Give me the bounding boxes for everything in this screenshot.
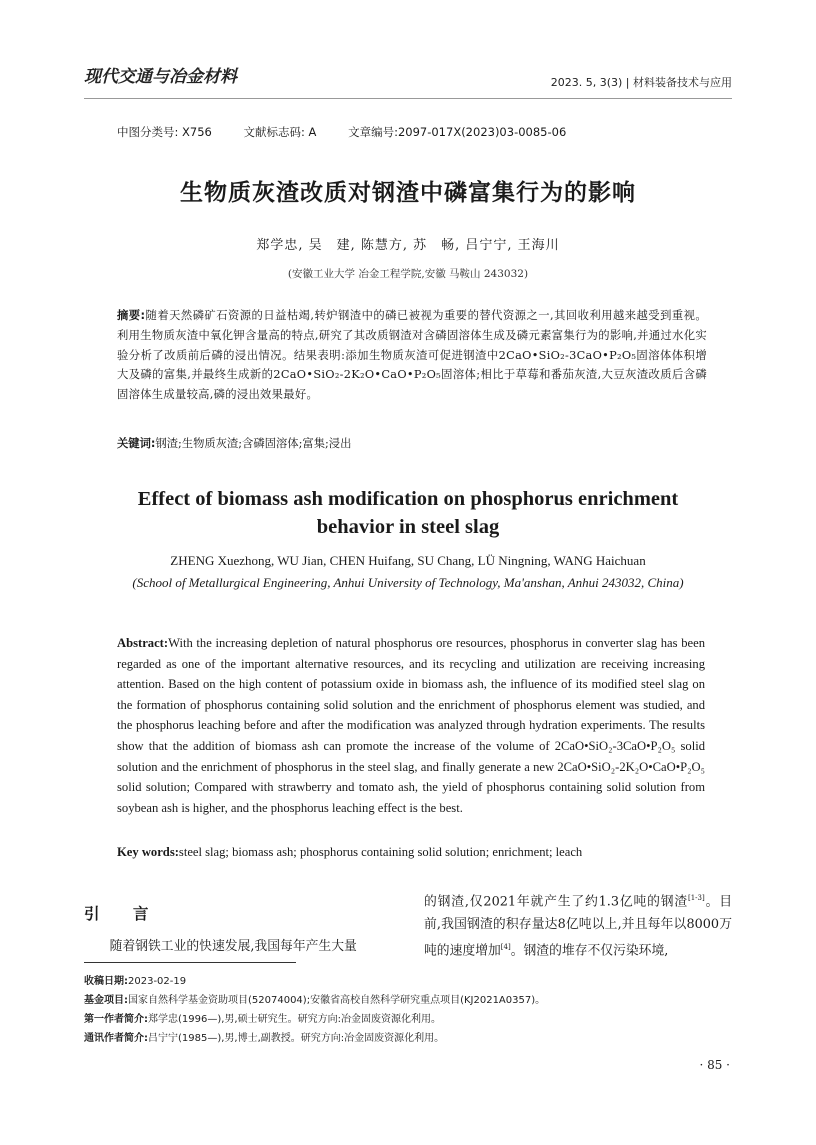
citation-ref-1: [1-3] bbox=[688, 894, 705, 902]
received-label: 收稿日期: bbox=[84, 976, 128, 987]
footnote-divider bbox=[84, 962, 296, 963]
chinese-abstract-label: 摘要: bbox=[117, 309, 146, 322]
introduction-text-left: 随着钢铁工业的快速发展,我国每年产生大量 bbox=[109, 939, 357, 954]
chinese-authors: 郑学忠, 吴 建, 陈慧方, 苏 畅, 吕宁宁, 王海川 bbox=[256, 238, 560, 253]
clc-code: 中图分类号: X756 bbox=[117, 125, 212, 139]
document-code: 文献标志码: A bbox=[243, 125, 317, 139]
footnote-received bbox=[84, 972, 545, 991]
footnote-first-author bbox=[84, 1010, 545, 1029]
chinese-keywords-text: 钢渣;生物质灰渣;含磷固溶体;富集;浸出 bbox=[155, 437, 352, 450]
chinese-keywords bbox=[117, 435, 351, 451]
chinese-abstract-text: 随着天然磷矿石资源的日益枯竭,转炉钢渣中的磷已被视为重要的替代资源之一,其回收利用越来越受到重视。利用生物质灰渣中氧化钾含量高的特点,研究了其改质钢渣对含磷固溶体生成及磷元素富集行为的影响,并通过水化实验分析了改质前后磷的浸出情况。结果表明:添加生物质灰渣可促进钢渣中2CaO•SiO₂-3CaO•P₂O₅固溶体体积增大及磷的富集,并最终生成新的2CaO•SiO₂-2K₂O•CaO•P₂O₅固溶体;相比于草莓和番茄灰渣,大豆灰渣改质后含磷固溶体生成量较高,磷的浸出效果最好。 bbox=[117, 309, 707, 402]
fund-text: 国家自然科学基金资助项目(52074004);安徽省高校自然科学研究重点项目(KJ2021A0357)。 bbox=[128, 995, 546, 1006]
corresponding-author-label: 通讯作者简介: bbox=[84, 1033, 148, 1044]
introduction-heading: 引 言 bbox=[84, 905, 163, 923]
footnote-corresponding-author bbox=[84, 1029, 545, 1048]
journal-logo: 现代交通与冶金材料 bbox=[84, 67, 237, 87]
classification-row bbox=[117, 124, 594, 140]
english-title bbox=[0, 485, 816, 541]
english-title-line-2: behavior in steel slag bbox=[316, 516, 500, 538]
right-column bbox=[424, 887, 732, 963]
fund-label: 基金项目: bbox=[84, 995, 128, 1006]
introduction-text-right-b: 。目前,我国钢渣的积存量达8亿吨以上,并且每年以8000万吨的速度增加 bbox=[424, 894, 732, 959]
issue-info: 2023. 5, 3(3) | 材料装备技术与应用 bbox=[550, 76, 732, 89]
english-abstract bbox=[117, 633, 705, 818]
introduction-text-right-a: 的钢渣,仅2021年就产生了约1.3亿吨的钢渣 bbox=[424, 894, 688, 910]
first-author-label: 第一作者简介: bbox=[84, 1014, 148, 1025]
english-keywords-text: steel slag; biomass ash; phosphorus containing solid solution; enrichment; leach bbox=[178, 845, 583, 859]
introduction-text-right-c: 。钢渣的堆存不仅污染环境, bbox=[510, 943, 669, 959]
footnotes bbox=[84, 972, 545, 1048]
footnote-fund bbox=[84, 991, 545, 1010]
corresponding-author-text: 吕宁宁(1985—),男,博士,副教授。研究方向:冶金固废资源化利用。 bbox=[148, 1033, 445, 1044]
english-affiliation: (School of Metallurgical Engineering, Anhui University of Technology, Ma'anshan, Anhui 243032, China) bbox=[132, 575, 684, 590]
received-date: 2023-02-19 bbox=[128, 976, 187, 987]
chinese-keywords-label: 关键词: bbox=[117, 437, 156, 450]
first-author-text: 郑学忠(1996—),男,硕士研究生。研究方向:冶金固废资源化利用。 bbox=[148, 1014, 441, 1025]
chinese-title: 生物质灰渣改质对钢渣中磷富集行为的影响 bbox=[180, 180, 636, 206]
left-column bbox=[84, 890, 394, 958]
chinese-abstract bbox=[117, 306, 707, 405]
page-number: · 85 · bbox=[699, 1058, 730, 1072]
english-title-line-1: Effect of biomass ash modification on phosphorus enrichment bbox=[137, 488, 679, 510]
english-abstract-label: Abstract: bbox=[117, 636, 169, 650]
english-keywords-label: Key words: bbox=[117, 845, 179, 859]
article-number: 文章编号:2097-017X(2023)03-0085-06 bbox=[348, 125, 567, 139]
english-keywords bbox=[117, 845, 582, 860]
english-abstract-text: With the increasing depletion of natural phosphorus ore resources, phosphorus in converter slag has been regarded as one of the important alternative resources, and its recycling and utilization are receiving increasing attention. Based on the high content of potassium oxide in biomass ash, the influence of its modified steel slag on the formation of phosphorus containing solid solution and the enrichment of phosphorus element was studied, and the phosphorus leaching before and after the modification was analyzed through hydration experiments. The results show that the addition of biomass ash can promote the increase of the volume of 2CaO•SiO₂-3CaO•P₂O₅ solid solution and the enrichment of phosphorus in the steel slag, and finally generate a new 2CaO•SiO₂-2K₂O•CaO•P₂O₅ solid solution; Compared with strawberry and tomato ash, the yield of phosphorus containing solid solution from soybean ash is higher, and the phosphorus leaching effect is the best. bbox=[117, 636, 705, 815]
citation-ref-2: [4] bbox=[500, 943, 511, 952]
english-authors: ZHENG Xuezhong, WU Jian, CHEN Huifang, SU Chang, LÜ Ningning, WANG Haichuan bbox=[170, 553, 646, 568]
chinese-affiliation: (安徽工业大学 冶金工程学院,安徽 马鞍山 243032) bbox=[287, 268, 529, 280]
header-divider bbox=[84, 98, 732, 99]
